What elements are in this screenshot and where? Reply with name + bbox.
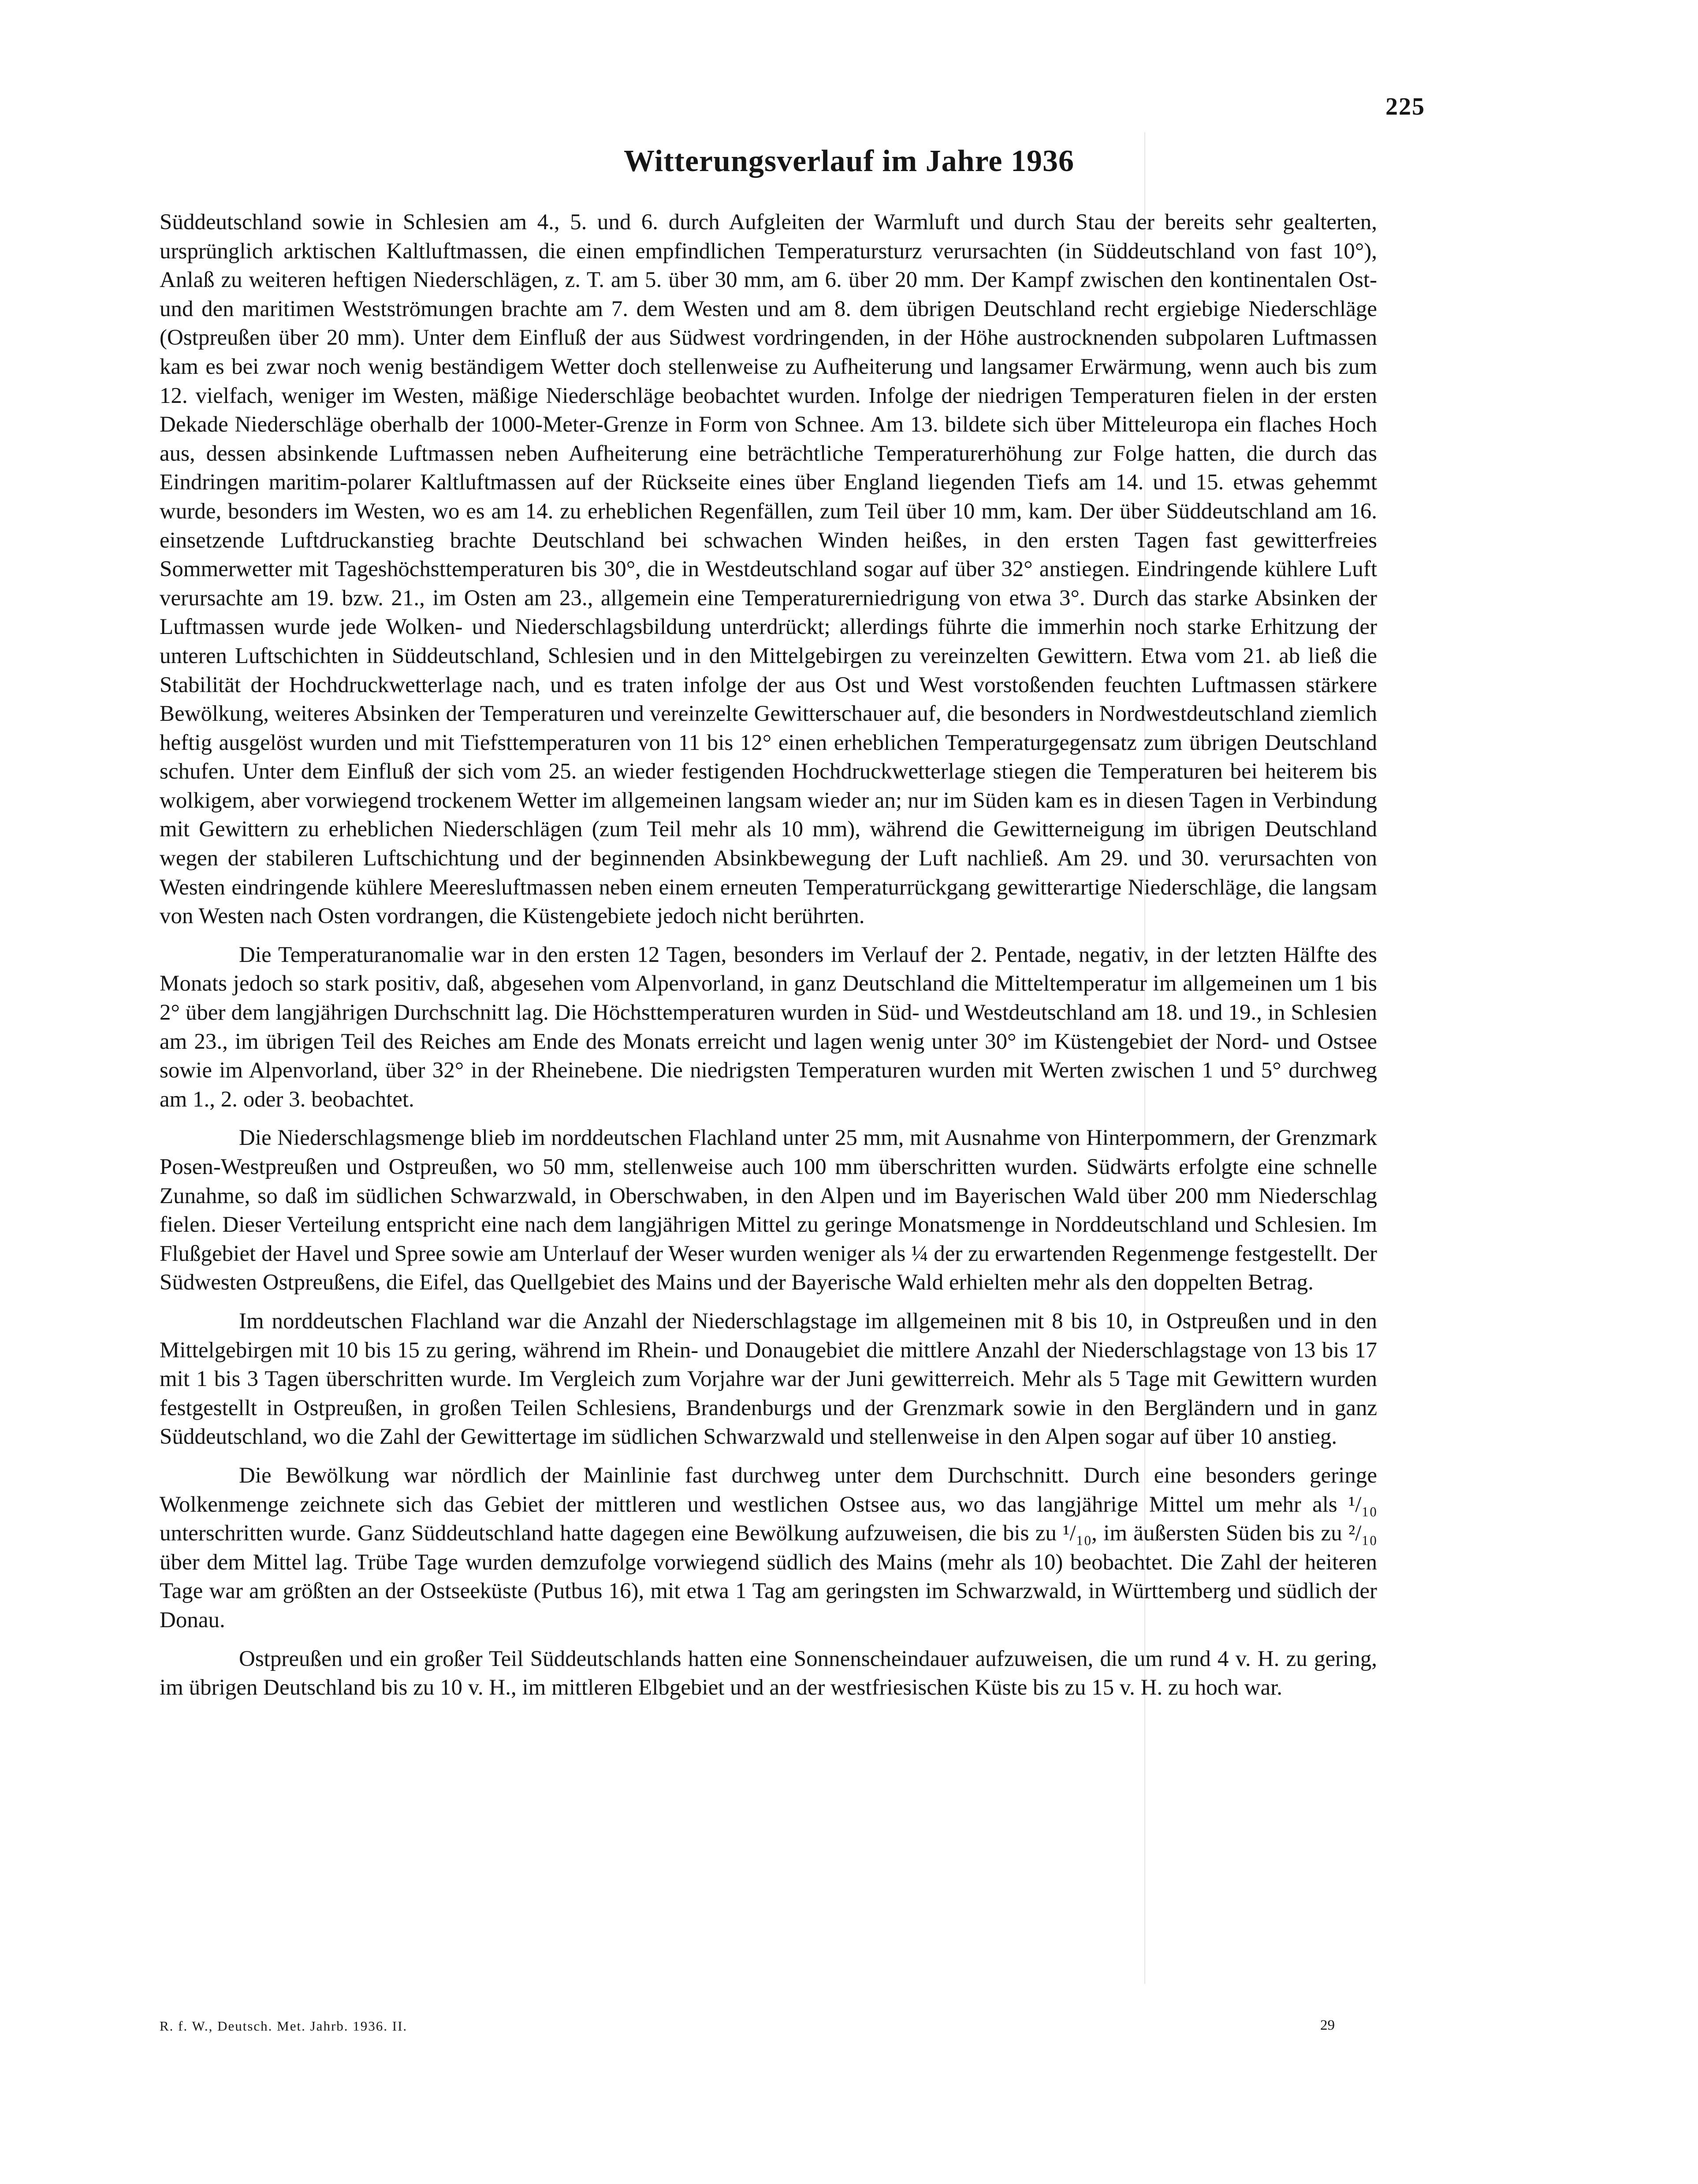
paragraph-weather-course: Süddeutschland sowie in Schlesien am 4., 5. und 6. durch Aufgleiten der Warmluft und durch Stau der bereits sehr gealterten, ursprünglich arktischen Kaltluftmassen, die einen empfindlichen Temperatursturz verursachten (in Süddeutschland von fast 10°), Anlaß zu weiteren heftigen Niederschlägen, z. T. am 5. über 30 mm, am 6. über 20 mm. Der Kampf zwischen den kontinentalen Ost- und den maritimen Westströmungen brachte am 7. dem Westen und am 8. dem übrigen Deutschland recht ergiebige Niederschläge (Ostpreußen über 20 mm). Unter dem Einfluß der aus Südwest vordringenden, in der Höhe austrocknenden subpolaren Luftmassen kam es bei zwar noch wenig beständigem Wetter doch stellenweise zu Aufheiterung und langsamer Erwärmung, wenn auch bis zum 12. vielfach, weniger im Westen, mäßige Niederschläge beobachtet wurden. Infolge der niedrigen Temperaturen fielen in der ersten Dekade Niederschläge oberhalb der 1000-Meter-Grenze in Form von Schnee. Am 13. bildete sich über Mitteleuropa ein flaches Hoch aus, dessen absinkende Luftmassen neben Aufheiterung eine beträchtliche Temperaturerhöhung zur Folge hatten, die durch das Eindringen maritim-polarer Kaltluftmassen auf der Rückseite eines über England liegenden Tiefs am 14. und 15. etwas gehemmt wurde, besonders im Westen, wo es am 14. zu erheblichen Regenfällen, zum Teil über 10 mm, kam. Der über Süddeutschland am 16. einsetzende Luftdruckanstieg brachte Deutschland bei schwachen Winden heißes, in den ersten Tagen fast gewitterfreies Sommerwetter mit Tageshöchsttemperaturen bis 30°, die in Westdeutschland sogar auf über 32° anstiegen. Eindringende kühlere Luft verursachte am 19. bzw. 21., im Osten am 23., allgemein eine Temperaturerniedrigung von etwa 3°. Durch das starke Absinken der Luftmassen wurde jede Wolken- und Niederschlagsbildung unterdrückt; allerdings führte die immerhin noch starke Erhitzung der unteren Luftschichten in Süddeutschland, Schlesien und in den Mittelgebirgen zu vereinzelten Gewittern. Etwa vom 21. ab ließ die Stabilität der Hochdruckwetterlage nach, und es traten infolge der aus Ost und West vorstoßenden feuchten Luftmassen stärkere Bewölkung, weiteres Absinken der Temperaturen und vereinzelte Gewitterschauer auf, die besonders in Nordwestdeutschland ziemlich heftig ausgelöst wurden und mit Tiefsttemperaturen von 11 bis 12° einen erheblichen Temperaturgegensatz zum übrigen Deutschland schufen. Unter dem Einfluß der sich vom 25. an wieder festigenden Hochdruckwetterlage stiegen die Temperaturen bei heiterem bis wolkigem, aber vorwiegend trockenem Wetter im allgemeinen langsam wieder an; nur im Süden kam es in diesen Tagen in Verbindung mit Gewittern zu erheblichen Niederschlägen (zum Teil mehr als 10 mm), während die Gewitterneigung im übrigen Deutschland wegen der stabileren Luftschichtung und der beginnenden Absinkbewegung der Luft nachließ. Am 29. und 30. verursachten von Westen eindringende kühlere Meeresluftmassen neben einem erneuten Temperaturrückgang gewitterartige Niederschläge, die langsam von Westen nach Osten vordrangen, die Küstengebiete jedoch nicht berührten. (160, 210, 1377, 929)
page-number: 225 (1385, 93, 1425, 120)
footer-signature-mark: 29 (1320, 2017, 1335, 2033)
paragraph-sunshine: Ostpreußen und ein großer Teil Süddeutschlands hatten eine Sonnenscheindauer aufzuweisen, die um rund 4 v. H. zu gering, im übrigen Deutschland bis zu 10 v. H., im mittleren Elbgebiet und an der westfriesischen Küste bis zu 15 v. H. zu hoch war. (160, 1646, 1377, 1700)
footer-citation: R. f. W., Deutsch. Met. Jahrb. 1936. II. (160, 2018, 408, 2034)
paragraph-precipitation-days: Im norddeutschen Flachland war die Anzahl der Niederschlagstage im allgemeinen mit 8 bis 10, in Ostpreußen und in den Mittelgebirgen mit 10 bis 15 zu gering, während im Rhein- und Donaugebiet die mittlere Anzahl der Niederschlagstage von 13 bis 17 mit 1 bis 3 Tagen überschritten wurde. Im Vergleich zum Vorjahre war der Juni gewitterreich. Mehr als 5 Tage mit Gewittern wurden festgestellt in Ostpreußen, in großen Teilen Schlesiens, Brandenburgs und der Grenzmark sowie in den Bergländern und in ganz Süddeutschland, wo die Zahl der Gewittertage im südlichen Schwarzwald und stellenweise in den Alpen sogar auf über 10 anstieg. (160, 1308, 1377, 1450)
paragraph-cloudiness: Die Bewölkung war nördlich der Mainlinie fast durchweg unter dem Durchschnitt. Durch eine besonders geringe Wolkenmenge zeichnete sich das Gebiet der mittleren und westlichen Ostsee aus, wo das langjährige Mittel um mehr als ¹/₁₀ unterschritten wurde. Ganz Süddeutschland hatte dagegen eine Bewölkung aufzuweisen, die bis zu ¹/₁₀, im äußersten Süden bis zu ²/₁₀ über dem Mittel lag. Trübe Tage wurden demzufolge vorwiegend südlich des Mains (mehr als 10) beobachtet. Die Zahl der heiteren Tage war am größten an der Ostseeküste (Putbus 16), mit etwa 1 Tag am geringsten im Schwarzwald, in Württemberg und südlich der Donau. (160, 1463, 1377, 1632)
paragraph-precipitation-amount: Die Niederschlagsmenge blieb im norddeutschen Flachland unter 25 mm, mit Ausnahme von Hinterpommern, der Grenzmark Posen-Westpreußen und Ostpreußen, wo 50 mm, stellenweise auch 100 mm überschritten wurden. Südwärts erfolgte eine schnelle Zunahme, so daß im südlichen Schwarzwald, in Oberschwaben, in den Alpen und im Bayerischen Wald über 200 mm Niederschlag fielen. Dieser Verteilung entspricht eine nach dem langjährigen Mittel zu geringe Monatsmenge in Norddeutschland und Schlesien. Im Flußgebiet der Havel und Spree sowie am Unterlauf der Weser wurden weniger als ¼ der zu erwartenden Regenmenge festgestellt. Der Südwesten Ostpreußens, die Eifel, das Quellgebiet des Mains und der Bayerische Wald erhielten mehr als den doppelten Betrag. (160, 1126, 1377, 1295)
paragraph-temperature: Die Temperaturanomalie war in den ersten 12 Tagen, besonders im Verlauf der 2. Pentade, negativ, in der letzten Hälfte des Monats jedoch so stark positiv, daß, abgesehen vom Alpenvorland, in ganz Deutschland die Mitteltemperatur im allgemeinen um 1 bis 2° über dem langjährigen Durchschnitt lag. Die Höchsttemperaturen wurden in Süd- und Westdeutschland am 18. und 19., in Schlesien am 23., im übrigen Teil des Reiches am Ende des Monats erreicht und lagen wenig unter 30° im Küstengebiet der Nord- und Ostsee sowie im Alpenvorland, über 32° in der Rheinebene. Die niedrigsten Temperaturen wurden mit Werten zwischen 1 und 5° durchweg am 1., 2. oder 3. beobachtet. (160, 942, 1377, 1112)
page-title: Witterungsverlauf im Jahre 1936 (624, 144, 1074, 178)
body-text (160, 208, 1377, 1712)
